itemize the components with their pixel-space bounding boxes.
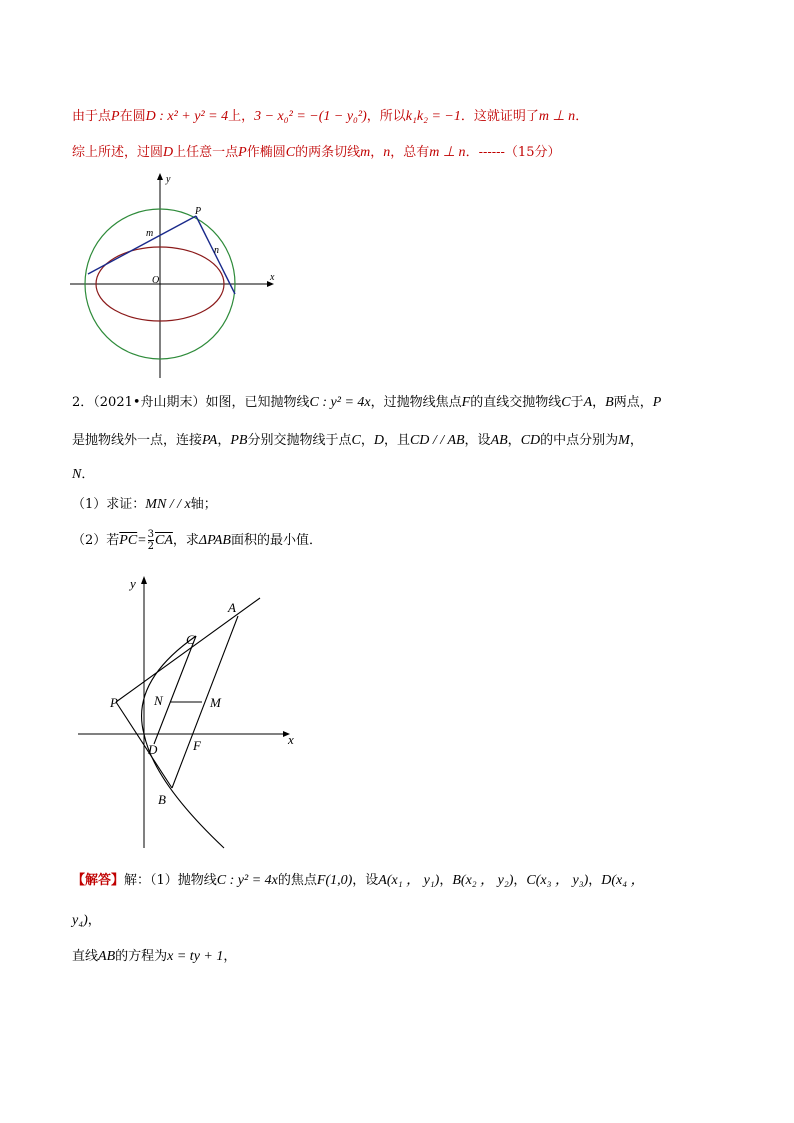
fraction-denominator: 2 [147, 541, 154, 552]
text: ，设 [352, 873, 379, 888]
math: AB [98, 949, 116, 964]
text: ，且 [383, 433, 410, 448]
answer-line-3 [72, 948, 236, 966]
text: ， [513, 873, 527, 888]
math: m [360, 145, 371, 160]
math: C [351, 433, 361, 448]
text: 直线 [72, 949, 99, 964]
math: C(x₃ ， y₃) [526, 873, 589, 888]
math: ΔPAB [198, 533, 231, 548]
math: CD [520, 433, 541, 448]
label-c: C [186, 632, 195, 647]
text: ． [575, 109, 589, 124]
math: n [383, 145, 391, 160]
math: F(1,0) [316, 873, 353, 888]
label-n: N [154, 693, 163, 708]
text: （1）求证： [72, 497, 146, 512]
text: ， [217, 433, 231, 448]
text: ， [223, 949, 237, 964]
text: 的中点分别为 [540, 433, 619, 448]
math: N [72, 467, 82, 482]
vector-pc: $\overline{PC}$ [119, 533, 138, 548]
conclusion-line-1 [72, 108, 588, 126]
text: ．------（15分） [465, 145, 561, 160]
text: 是抛物线外一点，连接 [72, 433, 203, 448]
math: AB [490, 433, 508, 448]
label-b: B [158, 792, 166, 807]
text: 分别交抛物线于点 [247, 433, 352, 448]
math: C : y² = 4x [309, 395, 371, 410]
answer-line-1 [72, 872, 645, 890]
math: D [163, 145, 174, 160]
vector-ca: $\overline{CA}$ [155, 533, 173, 548]
text: 的方程为 [115, 949, 168, 964]
label-p: P [195, 206, 202, 217]
answer-line-2 [72, 912, 101, 930]
math: y₄) [72, 913, 88, 928]
question-2-line-1 [72, 394, 661, 412]
sub-question-2 [72, 528, 322, 554]
math: M [618, 433, 630, 448]
label-x: x [270, 272, 275, 283]
math: B [605, 395, 614, 410]
math: D [373, 433, 384, 448]
fraction [148, 529, 154, 552]
parabola-figure [78, 572, 308, 852]
text: ， [507, 433, 521, 448]
circle-ellipse-figure [62, 170, 282, 385]
text: ，求 [172, 533, 199, 548]
label-o: O [152, 275, 160, 286]
math: C [561, 395, 571, 410]
text: ， [87, 913, 101, 928]
label-n: n [214, 245, 219, 256]
text: ．这就证明了 [460, 109, 539, 124]
question-2-line-2 [72, 432, 643, 450]
tangent-m [88, 216, 196, 274]
math: m ⊥ n [538, 109, 576, 124]
y-axis-arrow [157, 173, 163, 180]
math: = [137, 533, 147, 548]
text: 的两条切线 [295, 145, 361, 160]
label-m: M [210, 695, 221, 710]
math: D : x² + y² = 4 [145, 109, 229, 124]
text: 的焦点 [277, 873, 317, 888]
text: ， [629, 433, 643, 448]
label-y: y [130, 576, 136, 591]
text: ，过抛物线焦点 [370, 395, 462, 410]
math: C : y² = 4x [216, 873, 278, 888]
text: 的直线交抛物线 [470, 395, 562, 410]
text: 面积的最小值． [230, 533, 322, 548]
sub-question-1 [72, 496, 217, 514]
text: 上， [228, 109, 255, 124]
text: 解：（1）抛物线 [124, 873, 217, 888]
label-a: A [228, 600, 236, 615]
text: ，所以 [366, 109, 406, 124]
text: （2）若 [72, 533, 120, 548]
math: A(x₁ ， y₁) [378, 873, 440, 888]
text: ，总有 [390, 145, 430, 160]
math: P [111, 109, 120, 124]
text: 轴； [190, 497, 217, 512]
text: ，设 [464, 433, 491, 448]
math: B(x₂ ， y₂) [452, 873, 514, 888]
answer-tag: 【解答】 [72, 873, 125, 888]
text: 由于点 [72, 109, 112, 124]
math: A [583, 395, 593, 410]
math: 3 − x₀² = −(1 − y₀²) [254, 109, 367, 124]
fraction-numerator: 3 [147, 529, 154, 540]
line-pa [116, 598, 260, 702]
label-f: F [193, 738, 201, 753]
math: D(x₄ ， [601, 873, 645, 888]
math: x = ty + 1 [167, 949, 224, 964]
math: P [238, 145, 247, 160]
text: ， [588, 873, 602, 888]
text: ． [81, 467, 95, 482]
label-p: P [110, 695, 118, 710]
math: MN / / x [145, 497, 191, 512]
conclusion-line-2 [72, 144, 560, 162]
math: PB [230, 433, 248, 448]
math: CD / / AB [409, 433, 465, 448]
text: ， [370, 145, 384, 160]
text: 上任意一点 [173, 145, 239, 160]
math: PA [202, 433, 218, 448]
text: 作椭圆 [246, 145, 286, 160]
text: ， [360, 433, 374, 448]
y-axis-arrow [141, 576, 147, 584]
math: P [652, 395, 662, 410]
label-x: x [288, 732, 294, 747]
text: 两点， [613, 395, 653, 410]
label-y: y [166, 174, 171, 185]
text: 综上所述，过圆 [72, 145, 164, 160]
label-m: m [146, 228, 154, 239]
text: 2．（2021•舟山期末）如图，已知抛物线 [72, 395, 310, 410]
math: m ⊥ n [429, 145, 466, 160]
text: 在圆 [119, 109, 146, 124]
math: F [461, 395, 471, 410]
text: ， [439, 873, 453, 888]
label-d: D [148, 742, 158, 757]
question-2-line-3 [72, 466, 94, 484]
text: ， [592, 395, 606, 410]
math: C [285, 145, 296, 160]
math: k₁k₂ = −1 [405, 109, 461, 124]
text: 于 [570, 395, 584, 410]
